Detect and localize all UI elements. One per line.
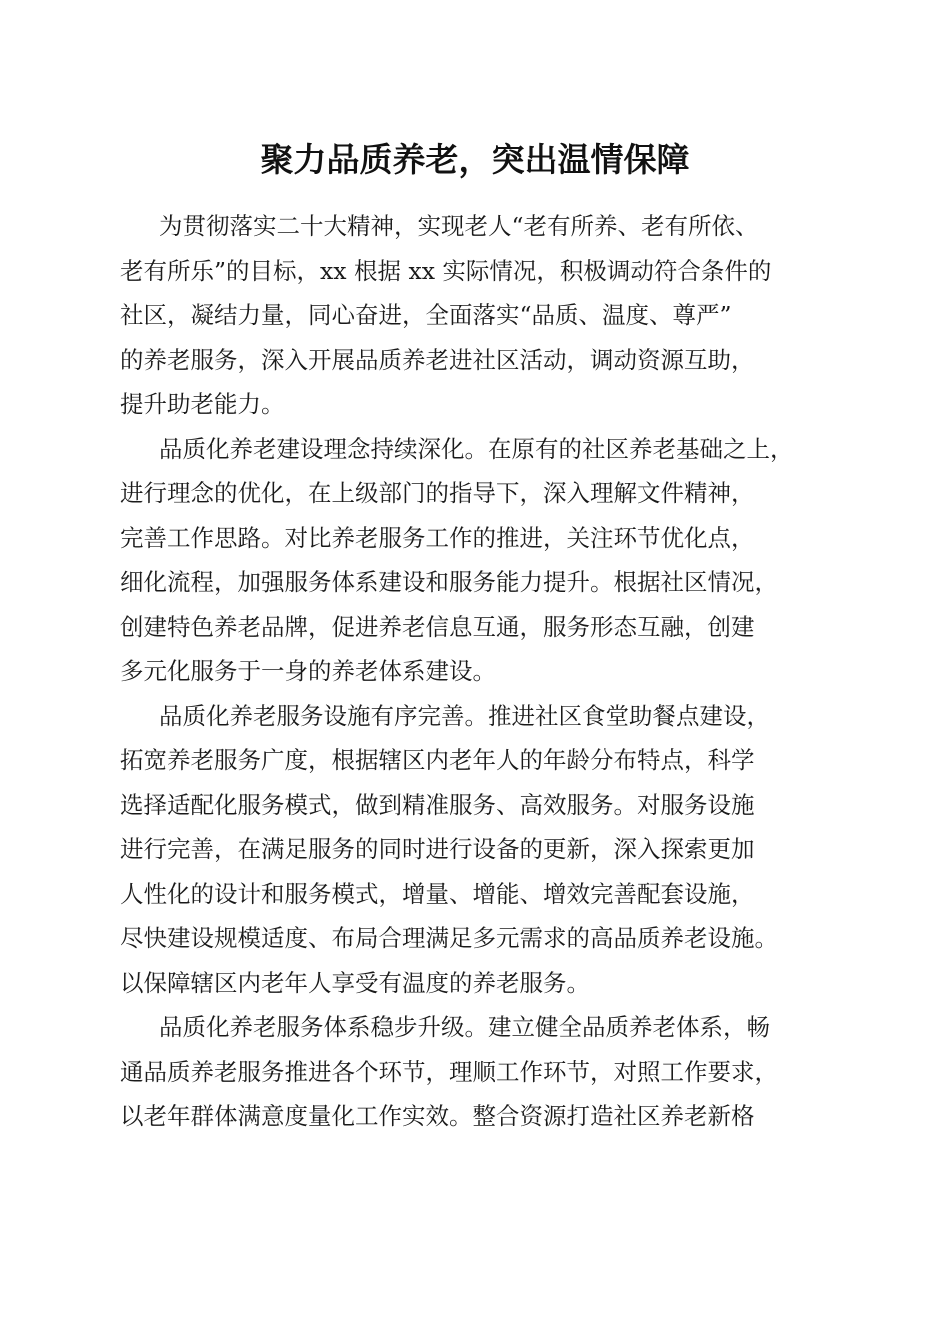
text-line: 完善工作思路。对比养老服务工作的推进，关注环节优化点， [120,523,755,552]
text-line: 社区，凝结力量，同心奋进，全面落实“品质、温度、尊严” [120,301,732,329]
text-line: 进行理念的优化，在上级部门的指导下，深入理解文件精神， [120,479,755,507]
text-line: 选择适配化服务模式，做到精准服务、高效服务。对服务设施 [120,790,755,819]
text-line: 拓宽养老服务广度，根据辖区内老年人的年龄分布特点，科学 [120,746,755,774]
text-line: 品质化养老建设理念持续深化。在原有的社区养老基础之上， [159,434,794,463]
text-line: 品质化养老服务体系稳步升级。建立健全品质养老体系，畅 [159,1013,770,1041]
text-line: 通品质养老服务推进各个环节，理顺工作环节，对照工作要求， [120,1057,778,1086]
text-line: 细化流程，加强服务体系建设和服务能力提升。根据社区情况， [120,568,778,596]
text-line: 以保障辖区内老年人享受有温度的养老服务。 [120,968,590,997]
text-line: 进行完善，在满足服务的同时进行设备的更新，深入探索更加 [120,835,755,863]
text-line: 尽快建设规模适度、布局合理满足多元需求的高品质养老设施。 [120,924,778,952]
text-line: 创建特色养老品牌，促进养老信息互通，服务形态互融，创建 [120,612,755,641]
text-line: 人性化的设计和服务模式，增量、增能、增效完善配套设施， [120,879,755,908]
text-line: 提升助老能力。 [120,390,285,418]
text-line: 老有所乐”的目标，xx 根据 xx 实际情况，积极调动符合条件的 [120,256,772,285]
document-body [120,204,836,1139]
paragraph-1 [120,204,836,427]
paragraph-2 [120,427,836,694]
paragraph-3 [120,694,836,1006]
text-line: 多元化服务于一身的养老体系建设。 [120,657,496,685]
text-line: 品质化养老服务设施有序完善。推进社区食堂助餐点建设， [159,701,770,730]
text-line: 的养老服务，深入开展品质养老进社区活动，调动资源互助， [120,345,755,374]
page-title: 聚力品质养老，突出温情保障 [260,140,690,179]
text-line: 以老年群体满意度量化工作实效。整合资源打造社区养老新格 [120,1102,755,1130]
text-line: 为贯彻落实二十大精神，实现老人“老有所养、老有所依、 [159,212,759,240]
paragraph-4 [120,1005,836,1139]
